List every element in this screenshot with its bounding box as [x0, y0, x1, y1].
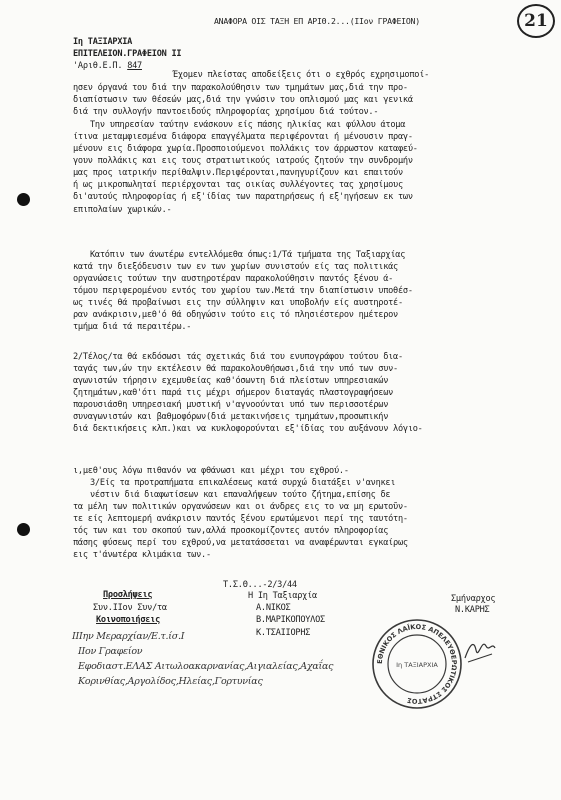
distribution-cc-label: Κοινοποιήσεις	[96, 615, 161, 625]
body-line: τμήμα διά τά περαιτέρω.-	[73, 322, 192, 332]
body-line: ησεν όργανά του διά την παρακολούθησιν των τμημάτων μας,διά την προ-	[73, 83, 408, 93]
body-line: τός των και του σκοπού των,αλλά προσκομίζοντες αυτόν πληροφορίας	[73, 526, 389, 536]
heading-reference	[73, 61, 142, 71]
distribution-cc-4: Κορινθίας,Αργολίδος,Ηλείας,Γορτυνίας	[78, 676, 263, 687]
body-line: διά την συλλογήν παντοειδούς πληροφορίας χρησίμου διά τούτον.-	[73, 107, 379, 117]
body-line: ίτινα μεταμφιεσμένα διάφορα επαγγέλματα περιφέρονται ή μένουσιν πραγ-	[73, 132, 413, 142]
distribution-cc-1: ΙΙΙην Μεραρχίαν/Ε.τ.ίσ.Ι	[72, 631, 185, 642]
svg-text:Ιη ΤΑΞΙΑΡΧΙΑ: Ιη ΤΑΞΙΑΡΧΙΑ	[396, 661, 438, 669]
body-line: τα μέλη των πολιτικών οργανώσεων και οι άνδρες εις το να μη ερωτοῦν-	[73, 502, 408, 512]
body-line: διά δεκτικήσεις κλπ.)και να κυκλοφορούνται εξ'ίδίας του αυξάνουν λόγιο-	[73, 424, 423, 434]
reference-label: 'Αριθ.Ε.Π.	[73, 61, 123, 71]
svg-text:ΕΘΝΙΚΟΣ ΛΑΪΚΟΣ ΑΠΕΛΕΥΘΕΡΩΤΙΚΟΣ: ΕΘΝΙΚΟΣ ΛΑΪΚΟΣ ΑΠΕΛΕΥΘΕΡΩΤΙΚΟΣ ΣΤΡΑΤΟΣ	[375, 622, 459, 706]
circular-seal-stamp	[371, 618, 463, 710]
distribution-cc-3: Εφοδιαστ.ΕΛΑΣ Αιτωλοακαρνανίας,Αιγιαλείας,Αχαΐας	[78, 661, 334, 672]
body-line: Έχομεν πλείστας αποδείξεις ότι ο εχθρός εχρησιμοποί-	[173, 70, 430, 80]
signature-role-2: Ν.ΚΑΡΗΣ	[455, 605, 490, 615]
body-line: ι,μεθ'ους λόγω πιθανόν να φθάνωσι και μέχρι του εχθρού.-	[73, 466, 349, 476]
body-line: παρουσιάσθη υπηρεσιακή μυστική ν'αγνοούνται υπό των περισσοτέρων	[73, 400, 389, 410]
body-line: ή ως μικροπωληταί περιέρχονται τας οικίας συλλέγοντες τας χρησίμους	[73, 180, 403, 190]
body-line: μας προς ιατρικήν περίθαλψιν.Περιφέρονται,πανηγυρίζουν και επαιτούν	[73, 168, 403, 178]
signature-name-2: Β.ΜΑΡΙΚΟΠΟΥΛΟΣ	[256, 615, 325, 625]
distribution-to-label: Προσλήψεις	[103, 590, 153, 600]
signature-name-3: Κ.ΤΣΑΙΙΟΡΗΣ	[256, 628, 311, 638]
body-line: Κατόπιν των άνωτέρω εντελλόμεθα όπως:1/Τά τμήματα της Ταξιαρχίας	[90, 250, 406, 260]
signature-unit: Η Ιη Ταξιαρχία	[248, 591, 317, 601]
body-line: νέστιν διά διαφωτίσεων και επαναλήψεων τούτο ζήτημα,επίσης δε	[90, 490, 391, 500]
top-header: ΑΝΑΦΟΡΑ ΟΙΣ ΤΑΞΗ ΕΠ ΑΡΙΘ.2...(ΙΙον ΓΡΑΦΕΙΟΝ)	[214, 16, 420, 26]
binder-hole	[17, 193, 30, 206]
distribution-to-line: Συν.ΙΙον Συν/τα	[93, 603, 167, 613]
body-line: οργανώσεις τούτων την αυστηροτέραν παρακολούθησιν παντός ξένου ά-	[73, 274, 394, 284]
handwritten-signature	[462, 632, 498, 668]
body-line: ως τινές θά προβαίνωσι εις την σύλληψιν και υποβολήν είς αυστηροτέ-	[73, 298, 403, 308]
body-line: ζητημάτων,καθ'ότι παρά τις μέχρι σήμερον διαταγάς πλαστογραφήσεων	[73, 388, 394, 398]
body-line: επιπολαίων χωρικών.-	[73, 205, 172, 215]
body-line: τε είς λεπτομερή ανάκρισιν παντός ξένου ερωτώμενοι περί της ταυτότη-	[73, 514, 408, 524]
signature-name-1: Α.ΝΙΚΟΣ	[256, 603, 291, 613]
body-line: 2/Τέλος/τα θά εκδόσωσι τάς σχετικάς διά του ενυπογράφου τούτου δια-	[73, 352, 403, 362]
signature-role-1: Σμήναρχος	[451, 594, 496, 604]
body-line: διαπίστωσιν των θέσεών μας,διά την γνώσιν του οπλισμού μας και γενικά	[73, 95, 413, 105]
body-line: κατά την διεξόδευσιν των εν των χωρίων συνιστούν είς τας πολιτικάς	[73, 262, 398, 272]
body-line: αγωνιστών τήρησιν εχεμυθείας καθ'όσωντη διά πλείστων υπηρεσιακών	[73, 376, 389, 386]
body-line: πάσης φύσεως περί του εχθρού,να μετατάσσεται να αναφέρωνται εγκαίρως	[73, 538, 408, 548]
body-line: 3/Είς τα προτραπήματα επικαλέσεως κατά συρχώ διατάξει ν'ανηκει	[90, 478, 396, 488]
page-number: 21	[517, 4, 555, 38]
heading-unit: Ιη ΤΑΞΙΑΡΧΙΑ	[73, 37, 133, 47]
date-line: Τ.Σ.Θ...-2/3/44	[223, 580, 297, 590]
body-line: εις τ'άνωτέρα κλιμάκια των.-	[73, 550, 211, 560]
body-line: δι'αυτούς πληροφορίας ή εξ'ίδίας των παρατηρήσεως ή εξ'ηγήσεων εκ των	[73, 192, 413, 202]
body-line: μένουν εις διάφορα χωρία.Προσποιούμενοι πολλάκις τον άρρωστον καταφεύ-	[73, 144, 418, 154]
body-line: συναγωνιστών και βαθμοφόρων(διά μετακινήσεις τμημάτων,προσωπικήν	[73, 412, 389, 422]
body-line: τόμου περιφερομένου εντός του χωρίου των.Μετά την διαπίστωσιν υποθέσ-	[73, 286, 413, 296]
binder-hole	[17, 523, 30, 536]
body-line: γουν πολλάκις και εις τους στρατιωτικούς ιατρούς ζητούν την συνδρομήν	[73, 156, 413, 166]
body-line: ραν ανάκρισιν,μεθ'ό θά οδηγώσιν τούτο εις τό πλησιέστερον ημέτερον	[73, 310, 398, 320]
body-line: ταγάς των,ών την εκτέλεσιν θά παρακολουθήσωσι,διά την υπό των συν-	[73, 364, 398, 374]
heading-office: ΕΠΙΤΕΛΕΙΟΝ.ΓΡΑΦΕΙΟΝ ΙΙ	[73, 49, 182, 59]
distribution-cc-2: ΙΙον Γραφείον	[78, 646, 143, 657]
body-line: Την υπηρεσίαν ταύτην ενάσκουν είς πάσης ηλικίας και φύλλου άτομα	[90, 120, 406, 130]
reference-number: 847	[127, 61, 142, 71]
